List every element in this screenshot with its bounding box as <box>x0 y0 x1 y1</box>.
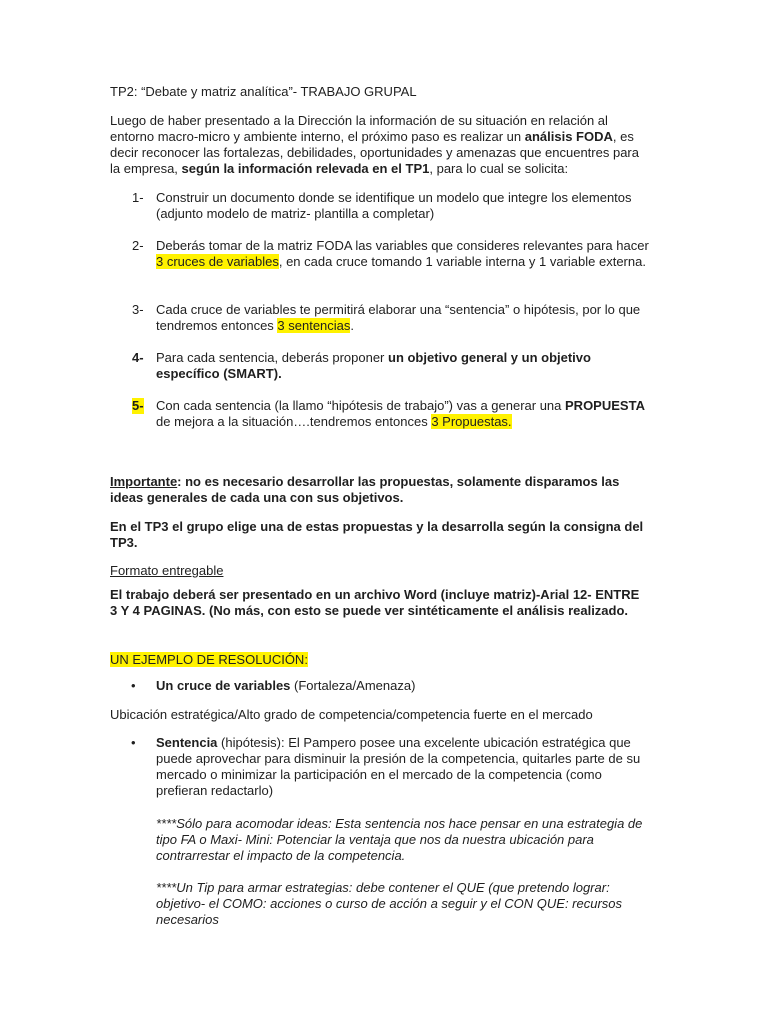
highlight: 3 Propuestas. <box>431 414 512 429</box>
step-item: Con cada sentencia (la llamo “hipótesis de trabajo”) vas a generar una PROPUESTA de mejora a la situación….tendremos entonces 3 Propuestas. <box>156 398 645 429</box>
highlight: 3 sentencias <box>277 318 351 333</box>
step-number: 4- <box>132 350 144 365</box>
bullet-item: Un cruce de variables (Fortaleza/Amenaza) <box>156 678 416 693</box>
tip-paragraph: ****Un Tip para armar estrategias: debe contener el QUE (que pretendo lograr: objetivo- el COMO: acciones o curso de acción a seguir y el CON QUE: recursos necesarios <box>156 880 623 927</box>
step-number: 2- <box>132 238 144 253</box>
example-heading: UN EJEMPLO DE RESOLUCIÓN: <box>110 652 308 667</box>
highlight: 3 cruces de variables <box>156 254 279 269</box>
important-note: Importante: no es necesario desarrollar las propuestas, solamente disparamos las ideas generales de cada una con sus objetivos. <box>110 474 620 505</box>
bullet-item: Sentencia (hipótesis): El Pampero posee una excelente ubicación estratégica que puede aprovechar para disminuir la presión de la competencia, quitarles parte de su mercado o minimizar la participación en el mercado de la competencia (como prefieran redactarlo) <box>156 735 641 798</box>
step-item: Construir un documento donde se identifique un modelo que integre los elementos (adjunto modelo de matriz- plantilla a completar) <box>156 190 632 221</box>
step-number: 5- <box>132 398 144 413</box>
intro-paragraph: Luego de haber presentado a la Dirección la información de su situación en relación al entorno macro-micro y ambiente interno, el próximo paso es realizar un análisis FODA, es decir reconocer las fortalezas, debilidades, oportunidades y amenazas que encuentres para la empresa, según la información relevada en el TP1, para lo cual se solicita: <box>110 113 639 176</box>
step-item: Cada cruce de variables te permitirá elaborar una “sentencia” o hipótesis, por lo que tendremos entonces 3 sentencias. <box>156 302 641 333</box>
note-paragraph: ****Sólo para acomodar ideas: Esta sentencia nos hace pensar en una estrategia de tipo FA o Maxi- Mini: Potenciar la ventaja que nos da nuestra ubicación para contrarrestar el impacto de la competencia. <box>156 816 643 863</box>
step-number: 3- <box>132 302 144 317</box>
tp3-paragraph: En el TP3 el grupo elige una de estas propuestas y la desarrolla según la consigna del TP3. <box>110 519 644 550</box>
step-number: 1- <box>132 190 144 205</box>
step-item: Para cada sentencia, deberás proponer un objetivo general y un objetivo específico (SMART). <box>156 350 591 381</box>
ubicacion-line: Ubicación estratégica/Alto grado de competencia/competencia fuerte en el mercado <box>110 707 593 722</box>
page-title: TP2: “Debate y matriz analítica”- TRABAJO GRUPAL <box>110 84 417 99</box>
bullet-icon: • <box>131 735 136 750</box>
bullet-icon: • <box>131 678 136 693</box>
format-heading: Formato entregable <box>110 563 224 578</box>
step-item: Deberás tomar de la matriz FODA las variables que consideres relevantes para hacer 3 cruces de variables, en cada cruce tomando 1 variable interna y 1 variable externa. <box>156 238 649 269</box>
format-paragraph: El trabajo deberá ser presentado en un archivo Word (incluye matriz)-Arial 12- ENTRE 3 Y 4 PAGINAS. (No más, con esto se puede ver sintéticamente el análisis realizado. <box>110 587 640 618</box>
